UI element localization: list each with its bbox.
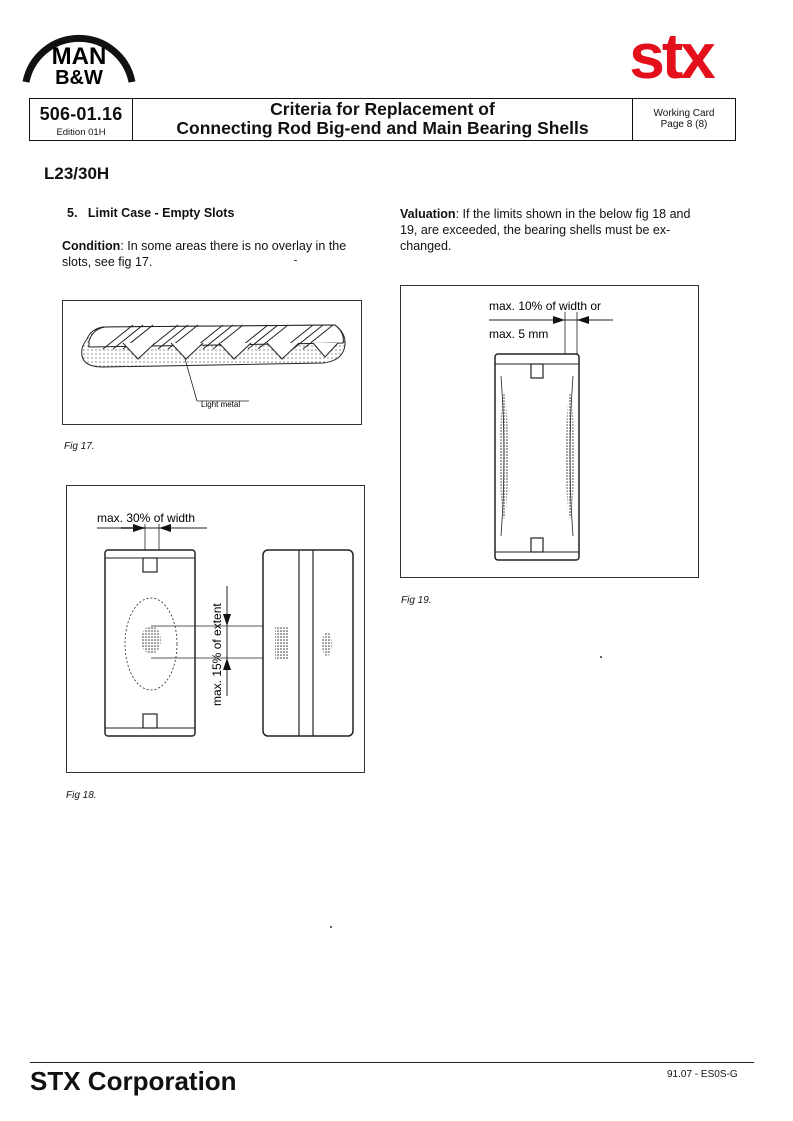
working-card-label: Working Card [653, 108, 715, 119]
man-bw-logo [20, 20, 138, 88]
condition-text-1: : In some areas there is no overlay in the [120, 239, 347, 253]
title-line-1: Criteria for Replacement of [270, 99, 495, 119]
valuation-paragraph [400, 206, 710, 254]
page-number: Page 8 (8) [660, 119, 708, 130]
title-line-2: Connecting Rod Big-end and Main Bearing Shells [176, 118, 589, 138]
document-header [29, 98, 736, 141]
edition: Edition 01H [56, 127, 106, 138]
valuation-text-2: 19, are exceeded, the bearing shells must be ex- [400, 223, 671, 237]
working-card-cell [632, 99, 735, 140]
section-heading: 5. Limit Case - Empty Slots [67, 206, 235, 220]
stx-logo [604, 24, 738, 84]
valuation-label: Valuation [400, 207, 456, 221]
footer-corporation: STX Corporation [30, 1066, 237, 1096]
man-logo-text: MAN [51, 43, 107, 70]
fig19-caption: Fig 19. [401, 595, 432, 606]
figure-18 [66, 485, 365, 773]
fig17-drawing [63, 301, 361, 424]
fig18-drawing [67, 486, 364, 772]
valuation-text-1: : If the limits shown in the below fig 18 and [455, 207, 691, 221]
engine-type: L23/30H [44, 164, 110, 183]
fig18-caption: Fig 18. [66, 790, 97, 801]
condition-text-2: slots, see fig 17. [62, 255, 153, 269]
footer-code: 91.07 - ES0S-G [667, 1069, 738, 1080]
doc-number: 506-01.16 [39, 104, 123, 124]
condition-label: Condition [62, 239, 121, 253]
figure-19 [400, 285, 699, 578]
fig19-width-label-1: max. 10% of width or [489, 299, 602, 313]
title-cell [133, 99, 632, 140]
fig19-drawing [401, 286, 698, 577]
scan-speck [600, 656, 602, 658]
scan-speck [330, 926, 332, 928]
stx-logo-text: stx [629, 24, 713, 84]
scan-speck [294, 260, 297, 261]
fig18-extent-label: max. 15% of extent [210, 603, 224, 706]
fig18-width-label: max. 30% of width [97, 511, 196, 525]
fig17-light-metal-label: Light metal [201, 400, 241, 409]
fig19-width-label-2: max. 5 mm [489, 327, 549, 341]
footer-rule [30, 1062, 754, 1063]
bw-logo-text: B&W [55, 67, 103, 88]
condition-paragraph [62, 238, 372, 270]
fig17-caption: Fig 17. [64, 441, 95, 452]
figure-17 [62, 300, 362, 425]
doc-number-cell [30, 99, 133, 140]
valuation-text-3: changed. [400, 239, 452, 253]
